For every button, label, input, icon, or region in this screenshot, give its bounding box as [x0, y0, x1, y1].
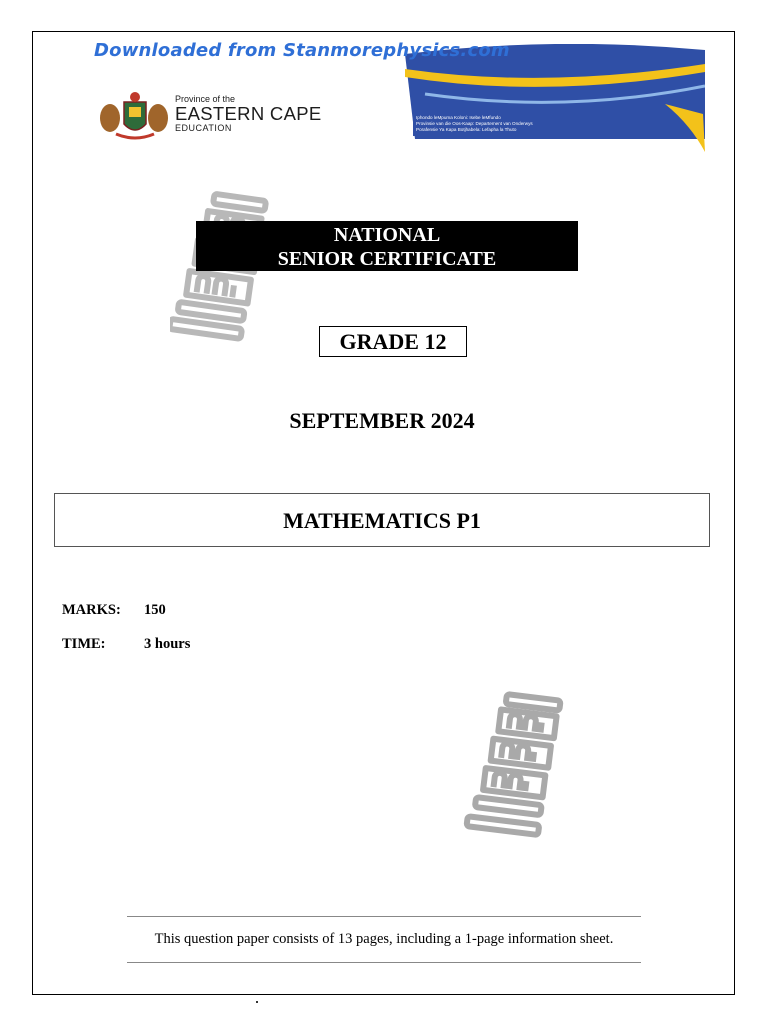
- footer-rule-bottom: [127, 962, 641, 963]
- banner-line: Porafensie Ya Kapa Botjhabela: Lefapha la Thuto: [416, 127, 517, 132]
- exam-date: SEPTEMBER 2024: [289, 408, 475, 433]
- coat-of-arms-icon: [96, 90, 174, 140]
- grade-box: GRADE 12: [319, 326, 467, 357]
- logo-prefix: Province of the: [175, 94, 236, 104]
- banner-lines: [416, 115, 616, 133]
- marks-label: MARKS:: [62, 602, 121, 618]
- time-label: TIME:: [62, 636, 106, 652]
- certificate-title-box: [196, 221, 578, 271]
- logo-sub: EDUCATION: [175, 123, 232, 133]
- eastern-cape-logo: [96, 90, 336, 140]
- logo-name: EASTERN CAPE: [175, 103, 322, 124]
- banner-line: Provinsie van die Oos-Kaap: Departement van Onderwys: [416, 121, 533, 126]
- time-value: 3 hours: [144, 636, 191, 652]
- download-watermark: Downloaded from Stanmorephysics.com: [94, 40, 510, 61]
- footer-rule-top: [127, 916, 641, 917]
- banner-line: Iphondo leMpuma Koloni: Isebe leMfundo: [416, 115, 501, 120]
- certificate-line-2: SENIOR CERTIFICATE: [277, 248, 497, 270]
- subject-box: MATHEMATICS P1: [54, 493, 710, 547]
- certificate-line-1: NATIONAL: [333, 224, 441, 246]
- leaning-tower-icon: [462, 690, 574, 842]
- marks-value: 150: [144, 602, 166, 618]
- page-count-note: This question paper consists of 13 pages, including a 1-page information sheet.: [154, 931, 614, 947]
- stray-mark: [256, 1001, 258, 1003]
